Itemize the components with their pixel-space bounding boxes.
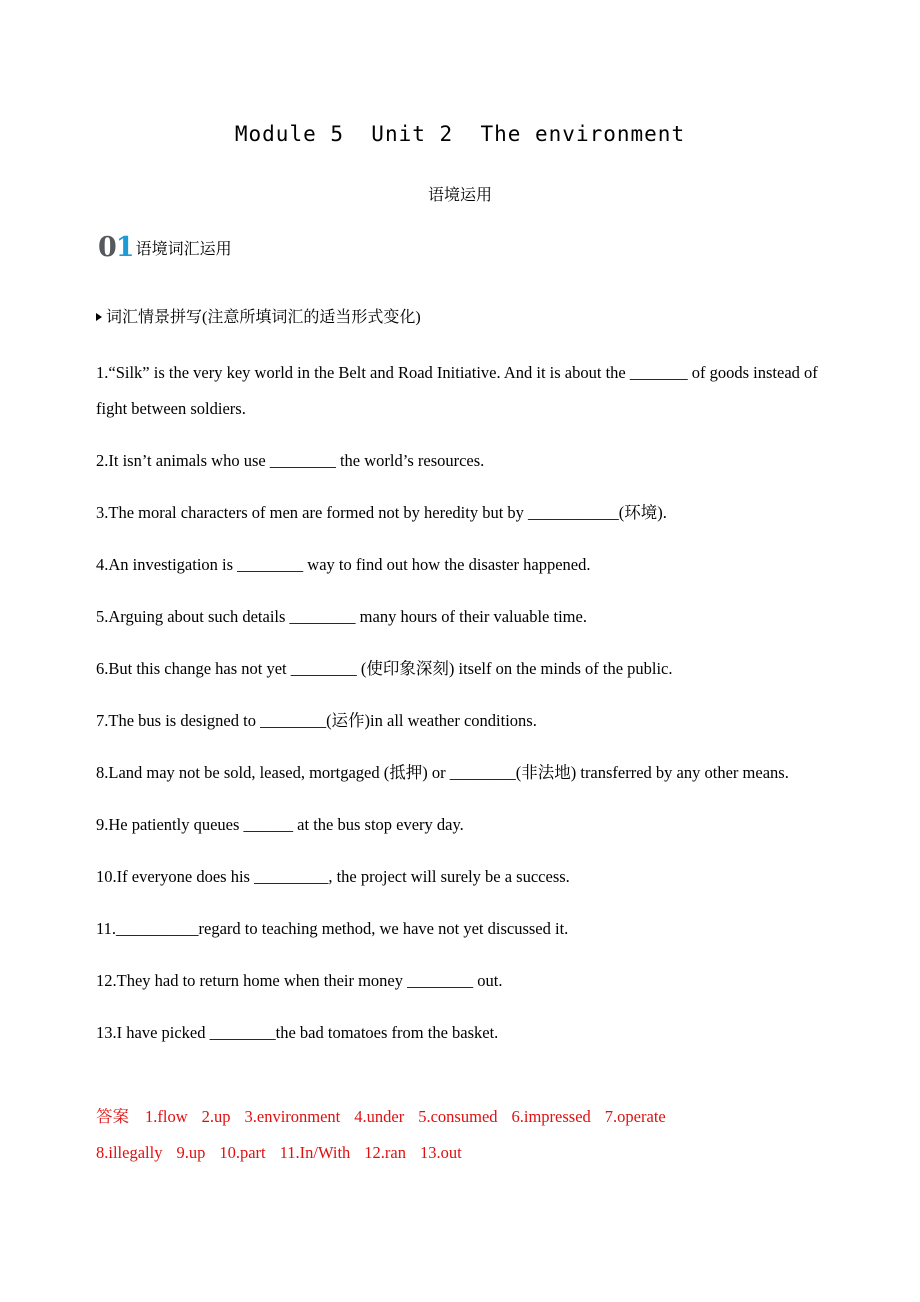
answer-item: 7.operate — [604, 1107, 666, 1126]
question-item: 13.I have picked ________the bad tomatoes from the basket. — [96, 1023, 499, 1042]
question-item: 2.It isn’t animals who use ________ the world’s resources. — [96, 451, 485, 470]
section-number-prefix: 0 — [98, 232, 116, 263]
question-item: 1.“Silk” is the very key world in the Belt and Road Initiative. And it is about the _______ of goods instead of fight between soldiers. — [96, 363, 818, 418]
answer-item: 8.illegally — [96, 1143, 163, 1162]
question-item: 7.The bus is designed to ________(运作)in all weather conditions. — [96, 711, 537, 730]
answer-item: 11.In/With — [279, 1143, 351, 1162]
answer-item: 5.consumed — [418, 1107, 498, 1126]
page-title: Module 5 Unit 2 The environment — [234, 122, 686, 146]
answer-item: 13.out — [420, 1143, 462, 1162]
answer-key-label: 答案 — [96, 1107, 129, 1126]
section-label: 语境词汇运用 — [135, 241, 232, 258]
answer-item: 4.under — [354, 1107, 405, 1126]
section-number-accent: 1 — [115, 232, 134, 263]
question-item: 11.__________regard to teaching method, we have not yet discussed it. — [96, 919, 569, 938]
triangle-bullet-icon — [96, 313, 102, 321]
answer-item: 3.environment — [244, 1107, 341, 1126]
answer-item: 12.ran — [364, 1143, 406, 1162]
page-subtitle: 语境运用 — [427, 187, 492, 204]
answer-item: 6.impressed — [511, 1107, 591, 1126]
question-item: 4.An investigation is ________ way to find out how the disaster happened. — [96, 555, 591, 574]
answer-item: 9.up — [176, 1143, 206, 1162]
answer-key — [96, 1099, 824, 1171]
instruction — [96, 304, 421, 327]
answer-item: 2.up — [201, 1107, 231, 1126]
section-number — [98, 232, 134, 263]
question-item: 6.But this change has not yet ________ (使印象深刻) itself on the minds of the public. — [96, 659, 673, 678]
section-heading — [98, 232, 232, 266]
answer-item: 1.flow — [145, 1107, 188, 1126]
question-item: 12.They had to return home when their money ________ out. — [96, 971, 503, 990]
question-item: 9.He patiently queues ______ at the bus stop every day. — [96, 815, 464, 834]
answer-item: 10.part — [219, 1143, 266, 1162]
question-item: 8.Land may not be sold, leased, mortgaged (抵押) or ________(非法地) transferred by any other means. — [96, 763, 789, 782]
question-item: 10.If everyone does his _________, the project will surely be a success. — [96, 867, 570, 886]
instruction-text: 词汇情景拼写(注意所填词汇的适当形式变化) — [106, 309, 421, 326]
question-item: 5.Arguing about such details ________ many hours of their valuable time. — [96, 607, 587, 626]
question-list — [96, 355, 824, 1067]
question-item: 3.The moral characters of men are formed not by heredity but by ___________(环境). — [96, 503, 667, 522]
